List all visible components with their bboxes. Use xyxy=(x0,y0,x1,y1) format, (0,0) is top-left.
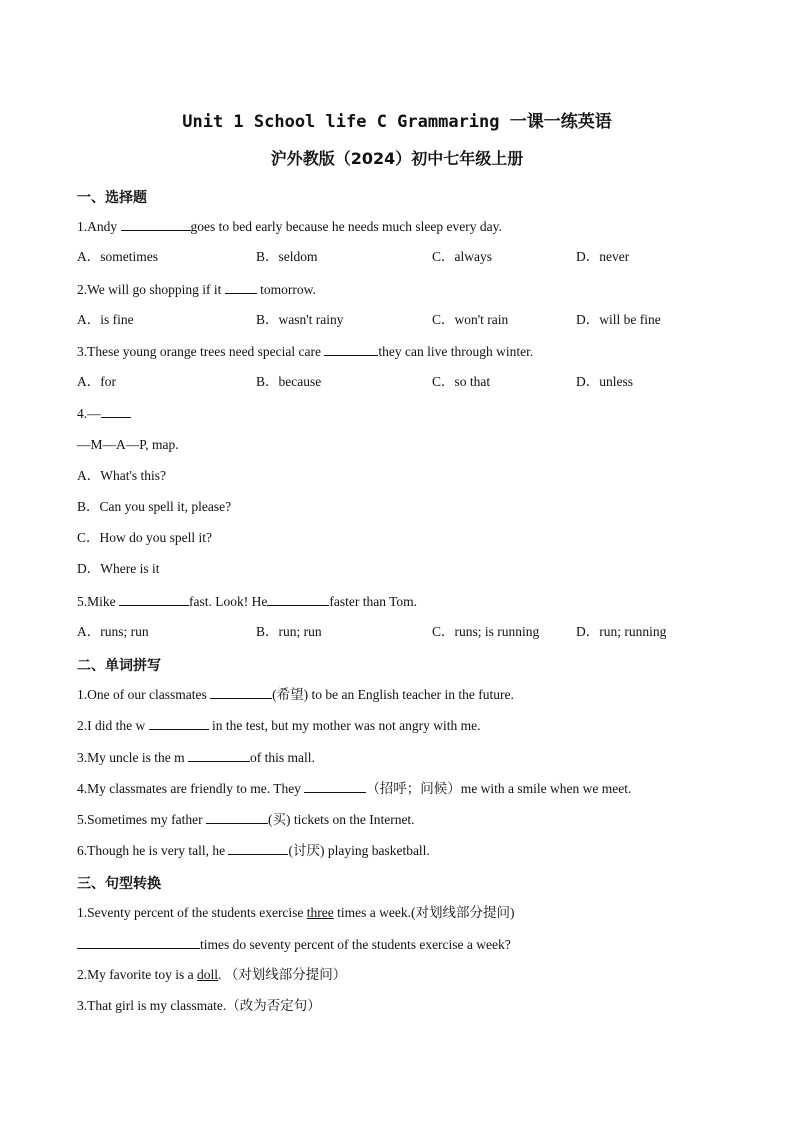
spelling-1: 1.One of our classmates (希望) to be an English teacher in the future. xyxy=(77,687,514,702)
option-c[interactable]: C．runs; is running xyxy=(432,624,540,639)
question-2: 2.We will go shopping if it tomorrow. xyxy=(77,282,316,297)
option-d[interactable]: D．Where is it xyxy=(77,561,160,576)
answer-blank[interactable] xyxy=(149,716,209,730)
option-c[interactable]: C．won't rain xyxy=(432,312,509,327)
answer-blank[interactable] xyxy=(188,748,250,762)
option-b[interactable]: B．because xyxy=(256,374,322,389)
answer-blank[interactable] xyxy=(77,935,200,949)
option-b[interactable]: B．run; run xyxy=(256,624,322,639)
answer-blank[interactable] xyxy=(225,280,257,294)
transform-1: 1.Seventy percent of the students exercise three times a week.(对划线部分提问) xyxy=(77,905,515,920)
answer-blank[interactable] xyxy=(324,342,378,356)
option-d[interactable]: D．run; running xyxy=(576,624,667,639)
spelling-5: 5.Sometimes my father (买) tickets on the Internet. xyxy=(77,812,415,827)
question-3: 3.These young orange trees need special care they can live through winter. xyxy=(77,344,534,359)
question-5: 5.Mike fast. Look! He faster than Tom. xyxy=(77,594,418,609)
option-d[interactable]: D．never xyxy=(576,249,630,264)
option-c[interactable]: C．always xyxy=(432,249,492,264)
option-a[interactable]: A．What's this? xyxy=(77,468,167,483)
section-heading-spelling: 二、单词拼写 xyxy=(77,658,161,674)
answer-blank[interactable] xyxy=(210,685,272,699)
answer-blank[interactable] xyxy=(206,810,268,824)
question-4: 4.— xyxy=(77,404,131,423)
answer-blank[interactable] xyxy=(119,592,189,606)
spelling-2: 2.I did the w in the test, but my mother was not angry with me. xyxy=(77,718,481,733)
answer-blank[interactable] xyxy=(121,217,191,231)
option-a[interactable]: A．sometimes xyxy=(77,249,158,264)
page-subtitle: 沪外教版（2024）初中七年级上册 xyxy=(270,149,524,168)
page-title: Unit 1 School life C Grammaring 一课一练英语 xyxy=(182,112,612,132)
option-d[interactable]: D．unless xyxy=(576,374,633,389)
option-b[interactable]: B．wasn't rainy xyxy=(256,312,344,327)
section-heading-choice: 一、选择题 xyxy=(77,190,147,206)
answer-blank[interactable] xyxy=(304,779,366,793)
option-a[interactable]: A．for xyxy=(77,374,116,389)
answer-blank[interactable] xyxy=(101,404,131,418)
question-4-reply: —M—A—P, map. xyxy=(77,437,179,452)
question-1: 1.Andy goes to bed early because he needs much sleep every day. xyxy=(77,219,502,234)
section-heading-transform: 三、句型转换 xyxy=(77,876,161,892)
transform-1-answer: times do seventy percent of the students exercise a week? xyxy=(77,935,511,954)
option-c[interactable]: C．so that xyxy=(432,374,491,389)
spelling-4: 4.My classmates are friendly to me. They （招呼；问候）me with a smile when we meet. xyxy=(77,781,632,796)
option-d[interactable]: D．will be fine xyxy=(576,312,661,327)
option-b[interactable]: B．seldom xyxy=(256,249,318,264)
spelling-3: 3.My uncle is the m of this mall. xyxy=(77,750,315,765)
option-b[interactable]: B．Can you spell it, please? xyxy=(77,499,232,514)
transform-3: 3.That girl is my classmate.（改为否定句） xyxy=(77,998,321,1013)
answer-blank[interactable] xyxy=(267,592,329,606)
option-a[interactable]: A．is fine xyxy=(77,312,134,327)
answer-blank[interactable] xyxy=(228,841,288,855)
transform-2: 2.My favorite toy is a doll. （对划线部分提问） xyxy=(77,967,347,982)
option-c[interactable]: C．How do you spell it? xyxy=(77,530,212,545)
option-a[interactable]: A．runs; run xyxy=(77,624,149,639)
spelling-6: 6.Though he is very tall, he (讨厌) playing basketball. xyxy=(77,843,430,858)
